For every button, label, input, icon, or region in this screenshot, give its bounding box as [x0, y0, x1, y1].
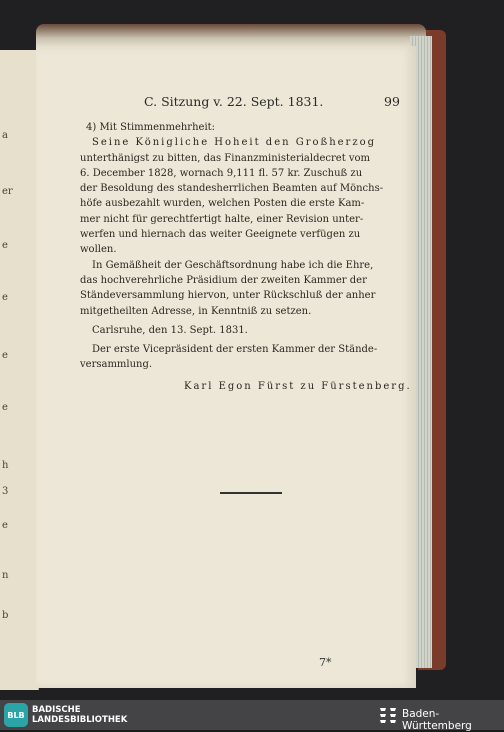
text-line: Seine Königliche Hoheit den Großherzog: [92, 137, 377, 149]
left-fragment: b: [2, 610, 9, 621]
left-fragment: er: [2, 186, 13, 197]
left-fragment: e: [2, 240, 8, 251]
state-name[interactable]: Baden-Württemberg: [402, 708, 472, 732]
text-line: mitgetheilten Adresse, in Kenntniß zu setzen.: [80, 305, 312, 317]
resolution-heading: 4) Mit Stimmenmehrheit:: [86, 122, 216, 133]
left-page-edge: [0, 50, 39, 690]
left-fragment: e: [2, 292, 8, 303]
blb-logo[interactable]: BLB: [4, 703, 28, 727]
left-fragment: a: [2, 130, 8, 141]
text-line: das hochverehrliche Präsidium der zweiten Kammer der: [80, 274, 367, 286]
text-line: der Besoldung des standesherrlichen Beamten auf Mönchs-: [80, 183, 384, 195]
text-line: Der erste Vicepräsident der ersten Kammer der Stände-: [92, 344, 378, 356]
library-name: [32, 705, 127, 725]
text-line: versammlung.: [80, 359, 153, 371]
left-fragment: h: [2, 460, 9, 471]
body-text: [80, 120, 412, 394]
text-line: 6. December 1828, wornach 9,111 fl. 57 kr. Zuschuß zu: [80, 167, 363, 179]
text-line: höfe ausbezahlt wurden, welchen Posten die erste Kam-: [80, 198, 365, 210]
signature-line: Karl Egon Fürst zu Fürstenberg.: [184, 380, 412, 392]
running-title: C. Sitzung v. 22. Sept. 1831.: [144, 94, 324, 109]
footer-bar: [0, 700, 504, 730]
signature-mark: 7*: [319, 656, 332, 669]
section-rule: [220, 492, 282, 494]
left-fragment: e: [2, 350, 8, 361]
library-name-line: BADISCHE: [32, 705, 81, 715]
text-line: In Gemäßheit der Geschäftsordnung habe ich die Ehre,: [92, 259, 374, 271]
text-line: mer nicht für gerechtfertigt halte, einer Revision unter-: [80, 213, 364, 225]
date-line: Carlsruhe, den 13. Sept. 1831.: [92, 324, 248, 336]
text-line: unterthänigst zu bitten, das Finanzministerialdecret vom: [80, 152, 371, 164]
page-number: 99: [384, 94, 400, 109]
text-line: Ständeversammlung hiervon, unter Rückschluß der anher: [80, 290, 376, 302]
text-line: wollen.: [80, 244, 117, 256]
book-top-edge: [36, 24, 426, 48]
left-fragment: 3: [2, 486, 9, 497]
left-fragment: n: [2, 570, 9, 581]
state-emblem-icon: [378, 705, 398, 725]
left-fragment: e: [2, 520, 8, 531]
left-fragment: e: [2, 402, 8, 413]
text-line: werfen und hiernach das weiter Geeignete verfügen zu: [80, 229, 361, 241]
document-page: [36, 46, 416, 688]
library-name-line: LANDESBIBLIOTHEK: [32, 715, 128, 725]
